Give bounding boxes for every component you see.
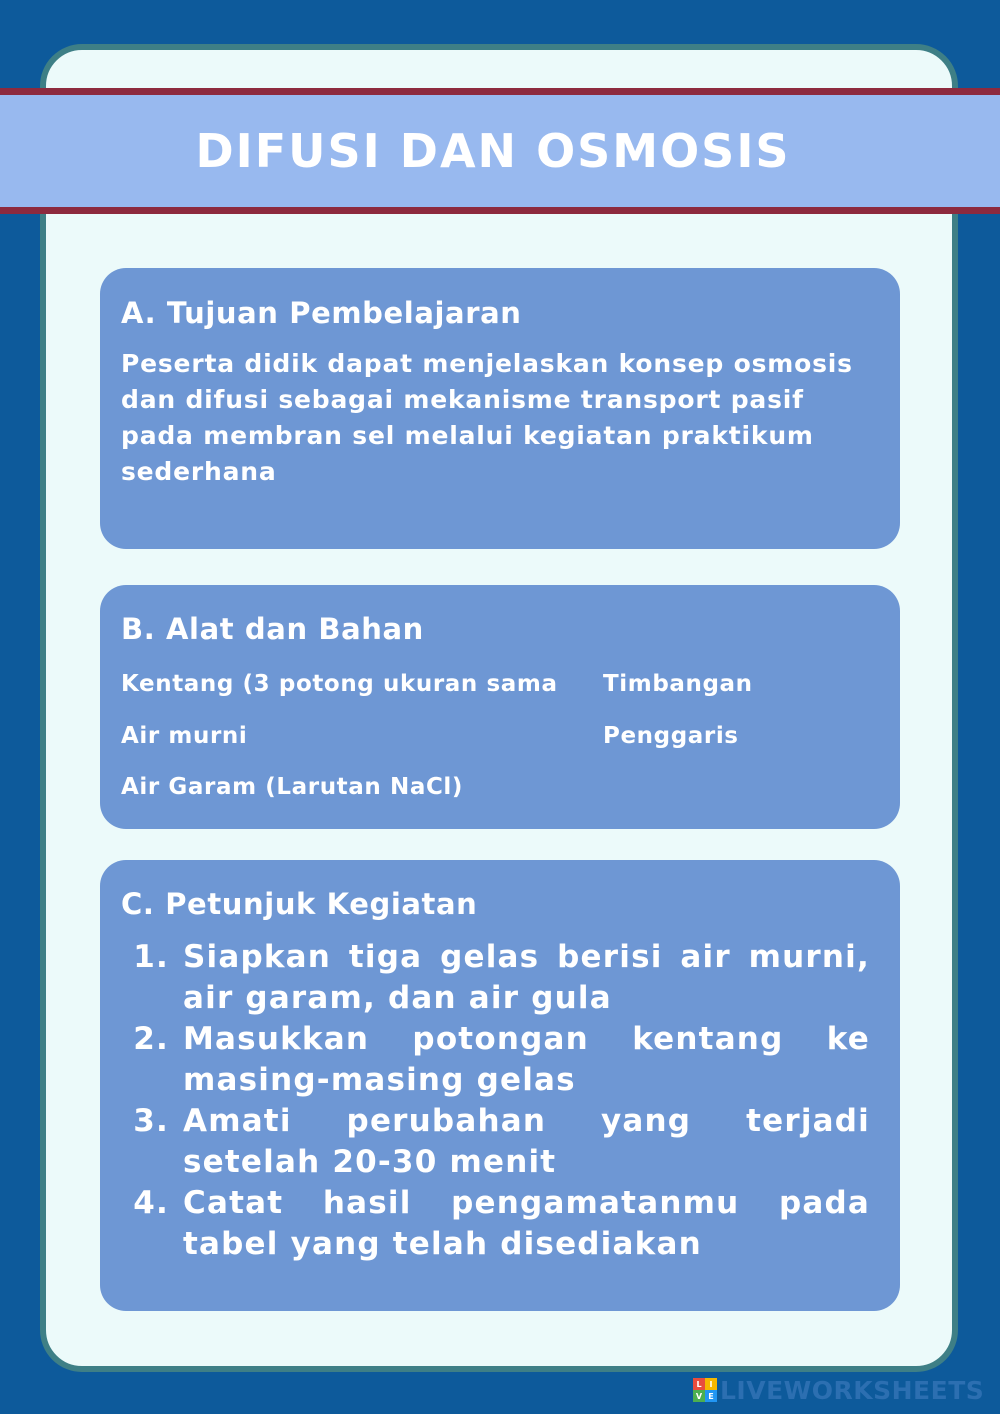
section-a-text: Peserta didik dapat menjelaskan konsep osmosis dan difusi sebagai mekanisme transport pasif pada membran sel melalui kegiatan praktikum sederhana: [121, 349, 853, 486]
material-item: Timbangan: [603, 671, 753, 697]
section-activity-instructions: [100, 860, 900, 1311]
liveworksheets-text: LIVEWORKSHEETS: [720, 1375, 985, 1405]
instruction-step: 3. Amati perubahan yang terjadi setelah 20-30 menit: [181, 1101, 870, 1183]
instruction-step: 4. Catat hasil pengamatanmu pada tabel yang telah disediakan: [181, 1183, 870, 1265]
instruction-list: [121, 937, 870, 1265]
material-item: Air murni: [121, 723, 248, 749]
instruction-step: 2. Masukkan potongan kentang ke masing-masing gelas: [181, 1019, 870, 1101]
material-item: Air Garam (Larutan NaCl): [121, 774, 464, 800]
material-item: Penggaris: [603, 723, 739, 749]
section-c-heading: C. Petunjuk Kegiatan: [121, 887, 478, 921]
section-a-heading: A. Tujuan Pembelajaran: [121, 296, 522, 330]
section-tools-materials: [100, 585, 900, 829]
material-item: Kentang (3 potong ukuran sama: [121, 671, 558, 697]
logo-letter: E: [705, 1390, 717, 1402]
title-banner: [0, 88, 1000, 214]
page-title: DIFUSI DAN OSMOSIS: [195, 124, 791, 178]
logo-letter: I: [705, 1378, 717, 1390]
section-b-heading: B. Alat dan Bahan: [121, 612, 424, 646]
liveworksheets-watermark: [693, 1376, 984, 1404]
logo-letter: V: [693, 1390, 705, 1402]
logo-letter: L: [693, 1378, 705, 1390]
liveworksheets-logo-icon: [693, 1378, 717, 1402]
instruction-step: 1. Siapkan tiga gelas berisi air murni, air garam, dan air gula: [181, 937, 870, 1019]
section-learning-objectives: [100, 268, 900, 549]
